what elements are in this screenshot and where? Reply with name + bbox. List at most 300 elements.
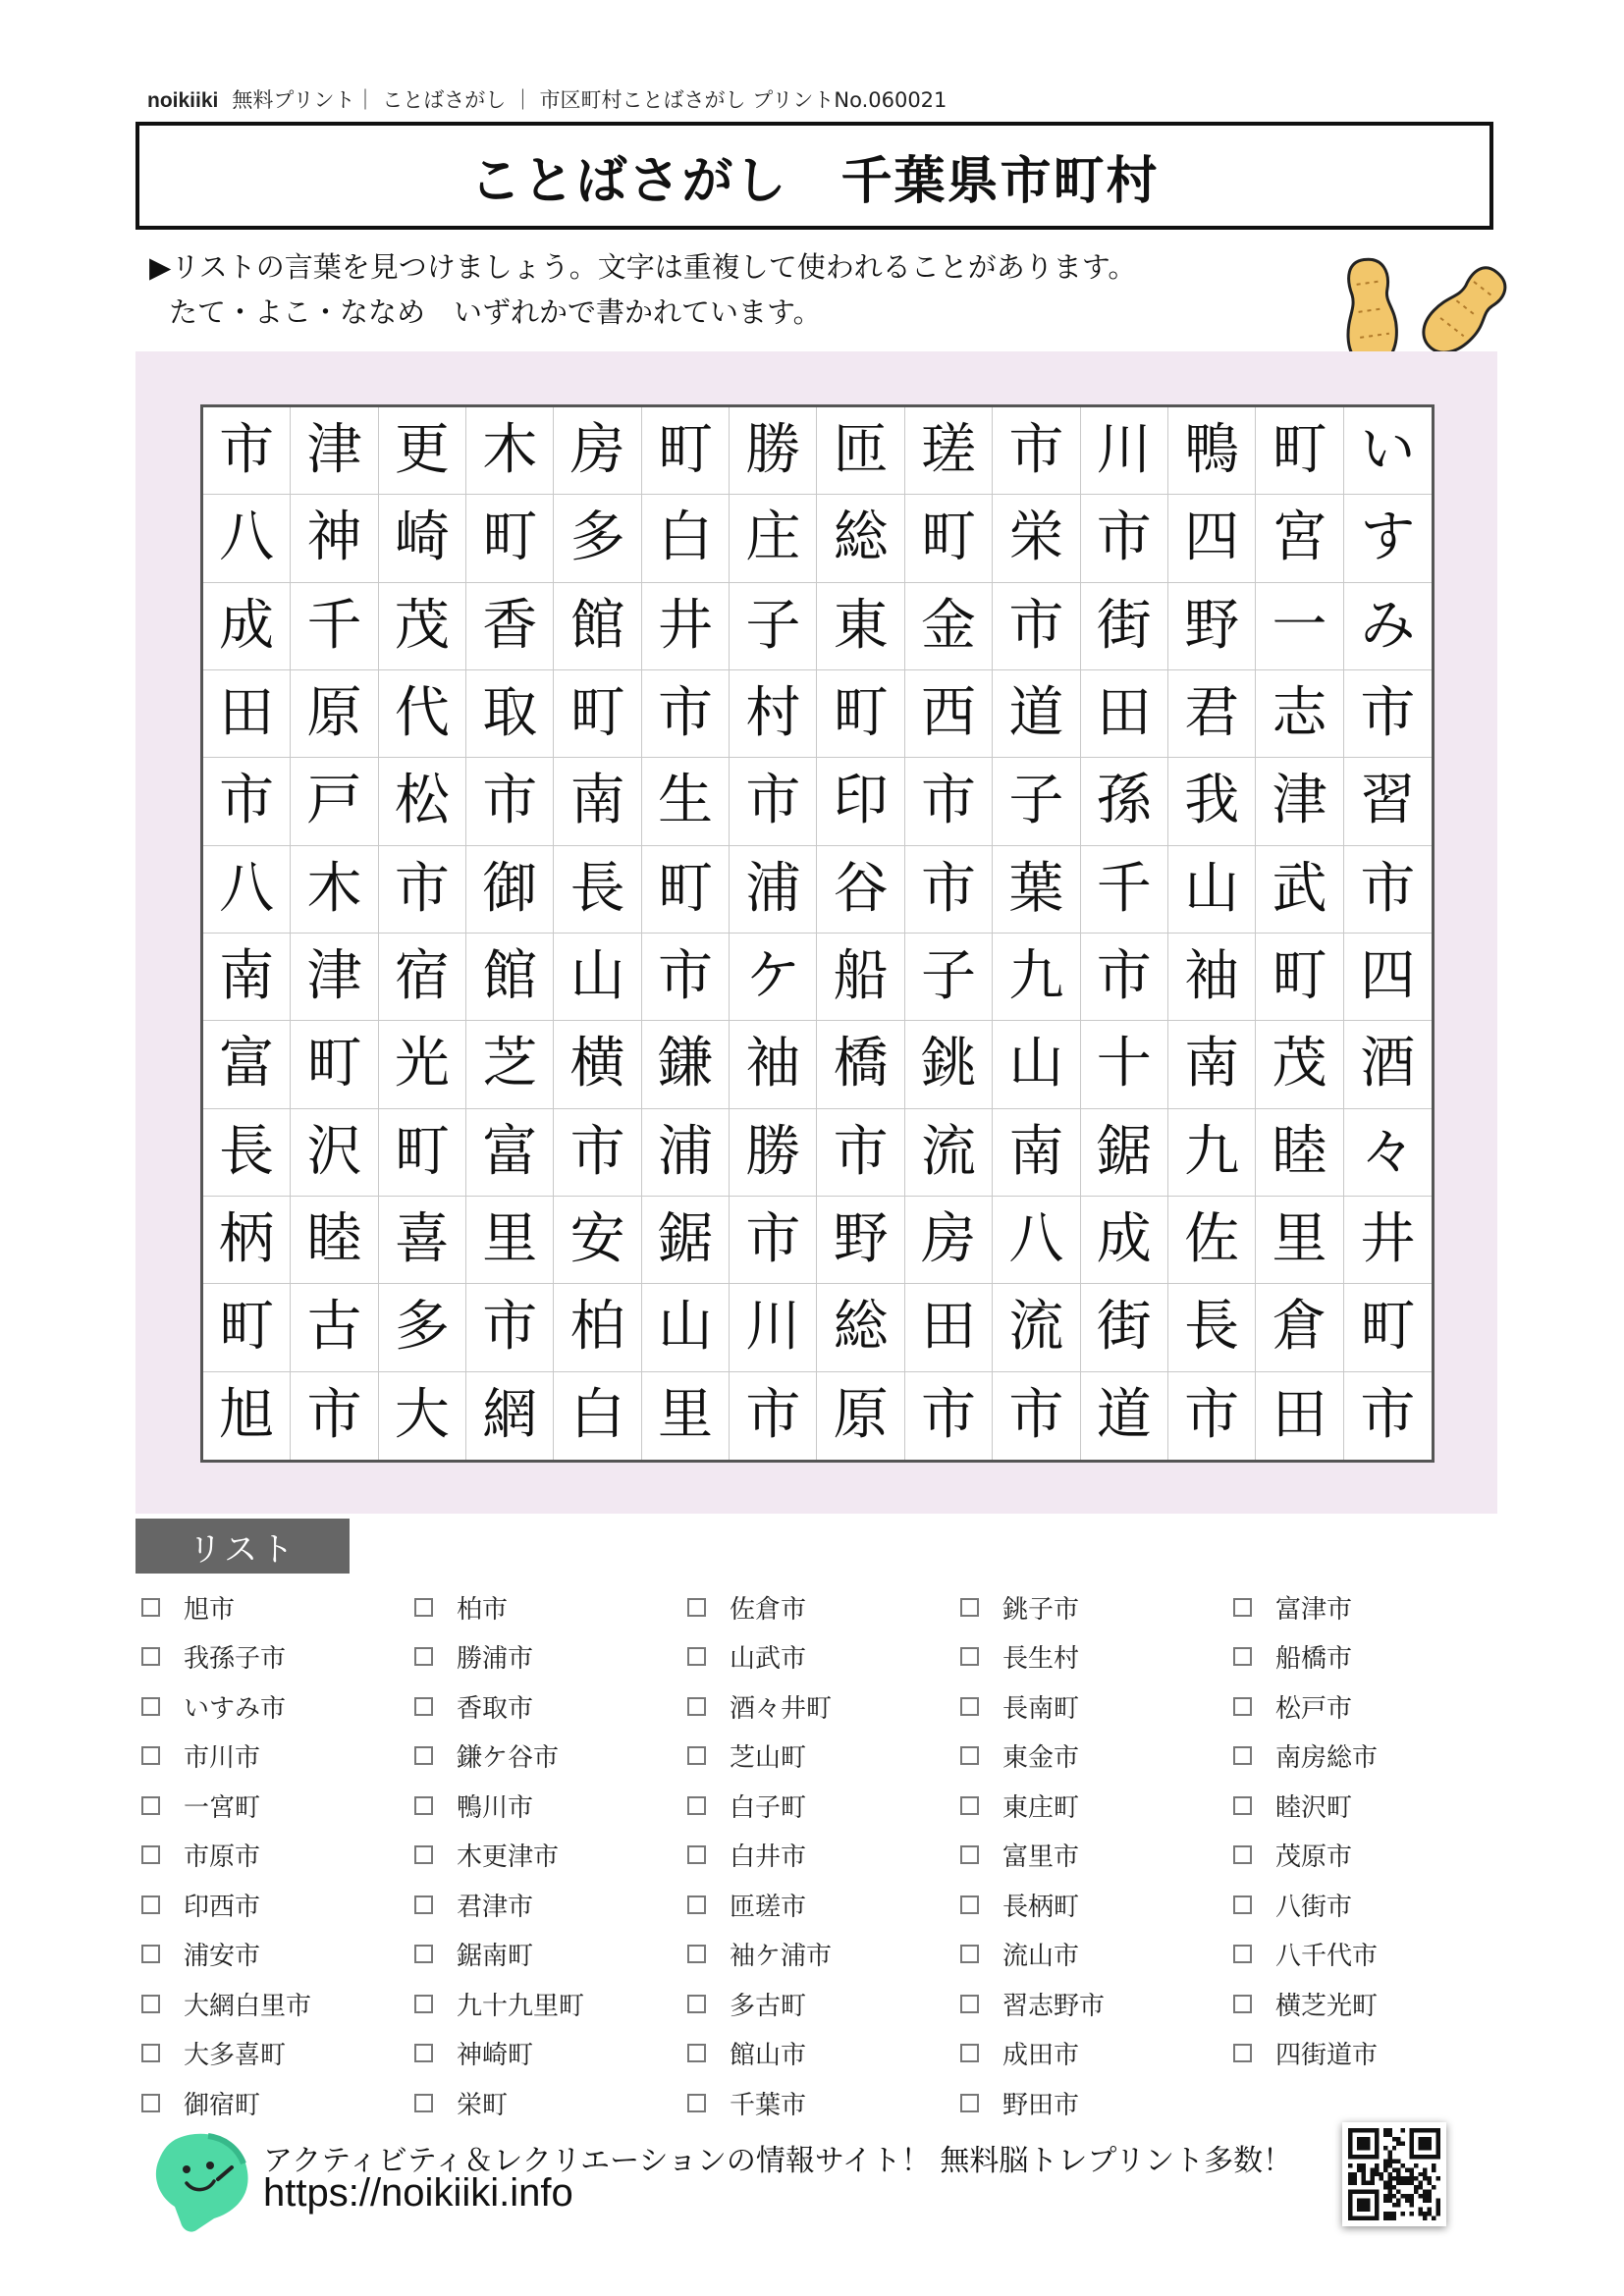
grid-cell[interactable]: 川 [1081,407,1168,495]
grid-cell[interactable]: 橋 [817,1021,904,1108]
grid-cell[interactable]: 野 [1168,583,1256,670]
grid-cell[interactable]: 町 [642,407,730,495]
grid-cell[interactable]: 浦 [730,846,817,934]
grid-cell[interactable]: 八 [203,495,291,582]
grid-cell[interactable]: 佐 [1168,1197,1256,1284]
checkbox-icon[interactable] [141,1945,160,1963]
list-item[interactable] [1233,1930,1506,1980]
grid-cell[interactable]: 田 [905,1284,993,1371]
grid-cell[interactable]: 戸 [291,758,378,845]
grid-cell[interactable]: 道 [993,670,1080,758]
grid-cell[interactable]: 神 [291,495,378,582]
grid-cell[interactable]: 南 [1168,1021,1256,1108]
list-item[interactable] [414,1880,687,1930]
grid-cell[interactable]: 御 [466,846,554,934]
grid-cell[interactable]: 市 [905,1372,993,1460]
list-item[interactable] [414,1582,687,1632]
checkbox-icon[interactable] [960,1945,979,1963]
grid-cell[interactable]: 南 [993,1109,1080,1197]
grid-cell[interactable]: 市 [1344,846,1432,934]
grid-cell[interactable]: 里 [642,1372,730,1460]
list-item[interactable] [687,1632,960,1682]
checkbox-icon[interactable] [141,1845,160,1864]
grid-cell[interactable]: 市 [379,846,466,934]
grid-cell[interactable]: 更 [379,407,466,495]
grid-cell[interactable]: 取 [466,670,554,758]
list-item-label: 山武市 [730,1644,807,1675]
grid-cell[interactable]: 一 [1256,583,1343,670]
checkbox-icon[interactable] [414,2044,433,2062]
checkbox-icon[interactable] [960,2094,979,2112]
list-item[interactable] [414,2078,687,2128]
grid-cell[interactable]: 匝 [817,407,904,495]
grid-cell[interactable]: 田 [1256,1372,1343,1460]
grid-cell[interactable]: 袖 [730,1021,817,1108]
grid-cell[interactable]: 市 [817,1109,904,1197]
checkbox-icon[interactable] [687,1598,706,1617]
grid-cell[interactable]: 倉 [1256,1284,1343,1371]
checkbox-icon[interactable] [414,1796,433,1815]
checkbox-icon[interactable] [141,1746,160,1765]
list-item[interactable] [141,1582,414,1632]
list-item[interactable] [414,1732,687,1782]
grid-cell[interactable]: 子 [905,934,993,1021]
checkbox-icon[interactable] [687,2044,706,2062]
grid-cell[interactable]: 井 [1344,1197,1432,1284]
grid-cell[interactable]: 市 [642,670,730,758]
checkbox-icon[interactable] [960,1845,979,1864]
grid-cell[interactable]: 山 [642,1284,730,1371]
grid-cell[interactable]: 網 [466,1372,554,1460]
list-item[interactable] [1233,1781,1506,1831]
breadcrumb-path: 無料プリント｜ ことばさがし ｜ 市区町村ことばさがし プリントNo.060021 [232,88,947,112]
grid-cell[interactable]: 習 [1344,758,1432,845]
grid-cell[interactable]: 流 [905,1109,993,1197]
grid-cell[interactable]: 木 [466,407,554,495]
grid-cell[interactable]: 鎌 [642,1021,730,1108]
grid-cell[interactable]: 千 [1081,846,1168,934]
grid-cell[interactable]: 市 [642,934,730,1021]
grid-cell[interactable]: 瑳 [905,407,993,495]
list-item[interactable] [960,1732,1233,1782]
checkbox-icon[interactable] [141,1697,160,1716]
grid-cell[interactable]: 道 [1081,1372,1168,1460]
list-item[interactable] [414,1831,687,1881]
checkbox-icon[interactable] [414,1995,433,2013]
list-item[interactable] [687,2078,960,2128]
list-item-label: 鎌ケ谷市 [457,1743,560,1774]
list-item-label: 市原市 [184,1842,261,1873]
checkbox-icon[interactable] [960,1896,979,1914]
list-item[interactable] [414,1781,687,1831]
list-item[interactable] [141,1732,414,1782]
checkbox-icon[interactable] [1233,1995,1252,2013]
grid-cell[interactable]: 東 [817,583,904,670]
grid-cell[interactable]: 武 [1256,846,1343,934]
grid-cell[interactable]: 町 [379,1109,466,1197]
list-item[interactable] [960,1781,1233,1831]
checkbox-icon[interactable] [414,1598,433,1617]
list-item[interactable] [1233,1632,1506,1682]
grid-cell[interactable]: 町 [291,1021,378,1108]
list-item-label: 九十九里町 [457,1991,585,2021]
list-item[interactable] [141,2029,414,2079]
grid-cell[interactable]: ケ [730,934,817,1021]
checkbox-icon[interactable] [414,1845,433,1864]
checkbox-icon[interactable] [1233,1796,1252,1815]
grid-cell[interactable]: す [1344,495,1432,582]
checkbox-icon[interactable] [1233,1746,1252,1765]
list-item[interactable] [414,1979,687,2029]
grid-cell[interactable]: 谷 [817,846,904,934]
grid-cell[interactable]: 孫 [1081,758,1168,845]
list-item[interactable] [687,1979,960,2029]
checkbox-icon[interactable] [1233,1697,1252,1716]
grid-cell[interactable]: 柄 [203,1197,291,1284]
grid-cell[interactable]: 南 [203,934,291,1021]
list-item[interactable] [960,2029,1233,2079]
grid-cell[interactable]: 川 [730,1284,817,1371]
checkbox-icon[interactable] [1233,1845,1252,1864]
grid-cell[interactable]: 町 [642,846,730,934]
list-item[interactable] [141,1979,414,2029]
grid-cell[interactable]: 光 [379,1021,466,1108]
checkbox-icon[interactable] [960,1746,979,1765]
list-item[interactable] [141,1880,414,1930]
list-item-label: 君津市 [457,1892,534,1922]
list-item[interactable] [141,1632,414,1682]
grid-cell[interactable]: 多 [379,1284,466,1371]
grid-cell[interactable]: 々 [1344,1109,1432,1197]
list-item[interactable] [1233,1979,1506,2029]
checkbox-icon[interactable] [141,1598,160,1617]
checkbox-icon[interactable] [960,2044,979,2062]
list-item[interactable] [414,2029,687,2079]
grid-cell[interactable]: 睦 [291,1197,378,1284]
grid-cell[interactable]: 松 [379,758,466,845]
checkbox-icon[interactable] [687,1945,706,1963]
list-item-label: 銚子市 [1002,1594,1080,1625]
grid-cell[interactable]: 総 [817,495,904,582]
grid-cell[interactable]: 津 [1256,758,1343,845]
grid-cell[interactable]: 長 [203,1109,291,1197]
grid-cell[interactable]: 町 [817,670,904,758]
grid-cell[interactable]: 茂 [379,583,466,670]
grid-cell[interactable]: 生 [642,758,730,845]
checkbox-icon[interactable] [141,2094,160,2112]
grid-cell[interactable]: 長 [1168,1284,1256,1371]
grid-cell[interactable]: 町 [1256,934,1343,1021]
checkbox-icon[interactable] [1233,2044,1252,2062]
checkbox-icon[interactable] [414,2094,433,2112]
list-item[interactable] [960,1979,1233,2029]
list-item[interactable] [1233,1831,1506,1881]
grid-cell[interactable]: 町 [466,495,554,582]
grid-cell[interactable]: 酒 [1344,1021,1432,1108]
list-item-label: 白子町 [730,1792,807,1823]
list-item-label: 四街道市 [1275,2041,1379,2071]
checkbox-icon[interactable] [960,1697,979,1716]
list-item-label: 南房総市 [1275,1743,1379,1774]
list-item[interactable] [414,1682,687,1732]
grid-cell[interactable]: 九 [993,934,1080,1021]
grid-cell[interactable]: 千 [291,583,378,670]
grid-cell[interactable]: 市 [1081,934,1168,1021]
checkbox-icon[interactable] [1233,1945,1252,1963]
grid-cell[interactable]: 市 [993,407,1080,495]
grid-cell[interactable]: 市 [291,1372,378,1460]
list-item[interactable] [1233,1732,1506,1782]
grid-cell[interactable]: 市 [730,1372,817,1460]
grid-cell[interactable]: 白 [554,1372,641,1460]
grid-cell[interactable]: 房 [554,407,641,495]
grid-cell[interactable]: 八 [993,1197,1080,1284]
grid-cell[interactable]: 山 [554,934,641,1021]
grid-cell[interactable]: 子 [730,583,817,670]
grid-cell[interactable]: 富 [203,1021,291,1108]
grid-cell[interactable]: 町 [1344,1284,1432,1371]
grid-cell[interactable]: 宮 [1256,495,1343,582]
list-item-label: 睦沢町 [1275,1792,1353,1823]
grid-cell[interactable]: 里 [466,1197,554,1284]
grid-cell[interactable]: 鋸 [642,1197,730,1284]
grid-cell[interactable]: 西 [905,670,993,758]
checkbox-icon[interactable] [687,1647,706,1666]
grid-cell[interactable]: 流 [993,1284,1080,1371]
list-item[interactable] [141,1682,414,1732]
list-item[interactable] [687,1732,960,1782]
footer-url[interactable]: https://noikiiki.info [263,2171,573,2215]
grid-cell[interactable]: 市 [730,1197,817,1284]
checkbox-icon[interactable] [141,1647,160,1666]
checkbox-icon[interactable] [141,1896,160,1914]
grid-cell[interactable]: 大 [379,1372,466,1460]
list-item-label: 匝瑳市 [730,1892,807,1922]
grid-cell[interactable]: 市 [1168,1372,1256,1460]
grid-cell[interactable]: 山 [1168,846,1256,934]
grid-cell[interactable]: 古 [291,1284,378,1371]
checkbox-icon[interactable] [687,1796,706,1815]
grid-cell[interactable]: 横 [554,1021,641,1108]
checkbox-icon[interactable] [687,1845,706,1864]
list-item[interactable] [1233,1582,1506,1632]
grid-cell[interactable]: 町 [554,670,641,758]
grid-cell[interactable]: 市 [905,758,993,845]
list-item[interactable] [960,1632,1233,1682]
checkbox-icon[interactable] [1233,1598,1252,1617]
grid-cell[interactable]: 茂 [1256,1021,1343,1108]
list-item-label: 松戸市 [1275,1693,1353,1724]
checkbox-icon[interactable] [687,1995,706,2013]
list-item[interactable] [687,1880,960,1930]
grid-cell[interactable]: 原 [817,1372,904,1460]
checkbox-icon[interactable] [414,1896,433,1914]
list-item[interactable] [960,1682,1233,1732]
grid-cell[interactable]: 田 [203,670,291,758]
grid-cell[interactable]: 南 [554,758,641,845]
list-item-label: 印西市 [184,1892,261,1922]
grid-cell[interactable]: 市 [1360,1383,1416,1448]
grid-cell[interactable]: 市 [466,1284,554,1371]
list-item-label: 佐倉市 [730,1594,807,1625]
grid-cell[interactable]: 子 [993,758,1080,845]
grid-cell[interactable]: 市 [993,1372,1080,1460]
grid-cell[interactable]: 成 [203,583,291,670]
grid-cell[interactable]: 浦 [642,1109,730,1197]
grid-cell[interactable]: 鋸 [1081,1109,1168,1197]
list-item[interactable] [1233,1880,1506,1930]
list-item[interactable] [960,1582,1233,1632]
list-item[interactable] [1233,2029,1506,2079]
list-item[interactable] [960,1930,1233,1980]
checkbox-icon[interactable] [1233,1896,1252,1914]
grid-cell[interactable]: 市 [203,758,291,845]
grid-cell[interactable]: 房 [905,1197,993,1284]
grid-cell[interactable]: 野 [817,1197,904,1284]
grid-cell[interactable]: 栄 [993,495,1080,582]
grid-cell[interactable]: 我 [1168,758,1256,845]
checkbox-icon[interactable] [141,1796,160,1815]
list-item[interactable] [414,1930,687,1980]
grid-cell[interactable]: 多 [554,495,641,582]
list-item[interactable] [960,2078,1233,2128]
grid-cell[interactable]: 総 [817,1284,904,1371]
grid-cell[interactable]: 十 [1081,1021,1168,1108]
grid-cell[interactable]: 喜 [379,1197,466,1284]
checkbox-icon[interactable] [414,1647,433,1666]
list-item[interactable] [687,1930,960,1980]
list-item[interactable] [687,2029,960,2079]
grid-cell[interactable]: 津 [291,934,378,1021]
grid-cell[interactable]: 成 [1081,1197,1168,1284]
grid-cell[interactable]: み [1344,583,1432,670]
checkbox-icon[interactable] [687,1746,706,1765]
list-item-label: 白井市 [730,1842,807,1873]
list-item[interactable] [141,1930,414,1980]
grid-cell[interactable]: 館 [554,583,641,670]
grid-cell[interactable]: 四 [1168,495,1256,582]
grid-cell[interactable]: 町 [203,1284,291,1371]
grid-cell[interactable]: 旭 [203,1372,291,1460]
grid-cell[interactable]: 市 [466,758,554,845]
grid-cell[interactable]: 九 [1168,1109,1256,1197]
grid-cell[interactable]: 袖 [1168,934,1256,1021]
checkbox-icon[interactable] [687,1697,706,1716]
grid-cell[interactable]: 山 [993,1021,1080,1108]
grid-cell[interactable]: 鴨 [1168,407,1256,495]
grid-cell[interactable]: 芝 [466,1021,554,1108]
brand-name: noikiiki [147,89,219,112]
grid-cell[interactable]: 町 [905,495,993,582]
list-item-label: 野田市 [1002,2090,1080,2120]
grid-cell[interactable]: 睦 [1256,1109,1343,1197]
list-item[interactable] [960,1831,1233,1881]
grid-cell[interactable]: 香 [466,583,554,670]
list-item[interactable] [687,1682,960,1732]
grid-cell[interactable]: 葉 [993,846,1080,934]
list-item[interactable] [1233,1682,1506,1732]
list-item[interactable] [687,1781,960,1831]
list-item[interactable] [141,1831,414,1881]
grid-cell[interactable]: 村 [730,670,817,758]
list-item[interactable] [414,1632,687,1682]
grid-cell[interactable]: 勝 [730,407,817,495]
list-item[interactable] [687,1582,960,1632]
grid-cell[interactable]: 宿 [379,934,466,1021]
list-item[interactable] [141,2078,414,2128]
list-item-label: 大多喜町 [184,2041,287,2071]
grid-cell[interactable]: 市 [993,583,1080,670]
grid-cell[interactable]: 長 [554,846,641,934]
checkbox-icon[interactable] [960,1647,979,1666]
grid-cell[interactable]: 館 [466,934,554,1021]
grid-cell[interactable]: 井 [642,583,730,670]
grid-cell[interactable]: 君 [1168,670,1256,758]
list-item[interactable] [960,1880,1233,1930]
grid-cell[interactable]: 田 [1081,670,1168,758]
checkbox-icon[interactable] [414,1746,433,1765]
grid-cell[interactable]: 津 [291,407,378,495]
checkbox-icon[interactable] [1233,1647,1252,1666]
checkbox-icon[interactable] [414,1945,433,1963]
grid-cell[interactable]: 市 [730,758,817,845]
list-item[interactable] [141,1781,414,1831]
list-item-label: 船橋市 [1275,1644,1353,1675]
grid-cell[interactable]: 志 [1256,670,1343,758]
grid-cell[interactable]: 市 [905,846,993,934]
list-item[interactable] [687,1831,960,1881]
grid-cell[interactable]: 白 [642,495,730,582]
grid-cell[interactable]: 勝 [730,1109,817,1197]
grid-cell[interactable]: 八 [203,846,291,934]
checkbox-icon[interactable] [960,1995,979,2013]
list-item-label: 木更津市 [457,1842,560,1873]
checkbox-icon[interactable] [960,1796,979,1815]
checkbox-icon[interactable] [960,1598,979,1617]
grid-cell[interactable]: 原 [291,670,378,758]
grid-cell[interactable]: 四 [1344,934,1432,1021]
grid-cell[interactable]: 町 [1256,407,1343,495]
grid-cell[interactable]: 庄 [730,495,817,582]
grid-cell[interactable]: 銚 [905,1021,993,1108]
checkbox-icon[interactable] [141,2044,160,2062]
grid-cell[interactable]: 崎 [379,495,466,582]
grid-cell[interactable]: 市 [203,407,291,495]
grid-cell[interactable]: 沢 [291,1109,378,1197]
checkbox-icon[interactable] [687,1896,706,1914]
grid-cell[interactable]: 印 [817,758,904,845]
grid-cell[interactable]: 安 [554,1197,641,1284]
grid-cell[interactable]: 代 [379,670,466,758]
grid-cell[interactable]: 街 [1081,583,1168,670]
grid-cell[interactable]: 市 [1081,495,1168,582]
grid-cell[interactable]: 市 [1344,670,1432,758]
checkbox-icon[interactable] [141,1995,160,2013]
grid-cell[interactable]: い [1344,407,1432,495]
list-item-label: 一宮町 [184,1792,261,1823]
grid-cell[interactable]: 木 [291,846,378,934]
grid-cell[interactable]: 里 [1256,1197,1343,1284]
grid-cell[interactable]: 市 [554,1109,641,1197]
grid-cell[interactable]: 富 [466,1109,554,1197]
checkbox-icon[interactable] [687,2094,706,2112]
checkbox-icon[interactable] [414,1697,433,1716]
grid-cell[interactable]: 金 [905,583,993,670]
grid-cell[interactable]: 柏 [554,1284,641,1371]
grid-cell[interactable]: 街 [1081,1284,1168,1371]
grid-cell[interactable]: 船 [817,934,904,1021]
list-item-label: 流山市 [1002,1942,1080,1972]
